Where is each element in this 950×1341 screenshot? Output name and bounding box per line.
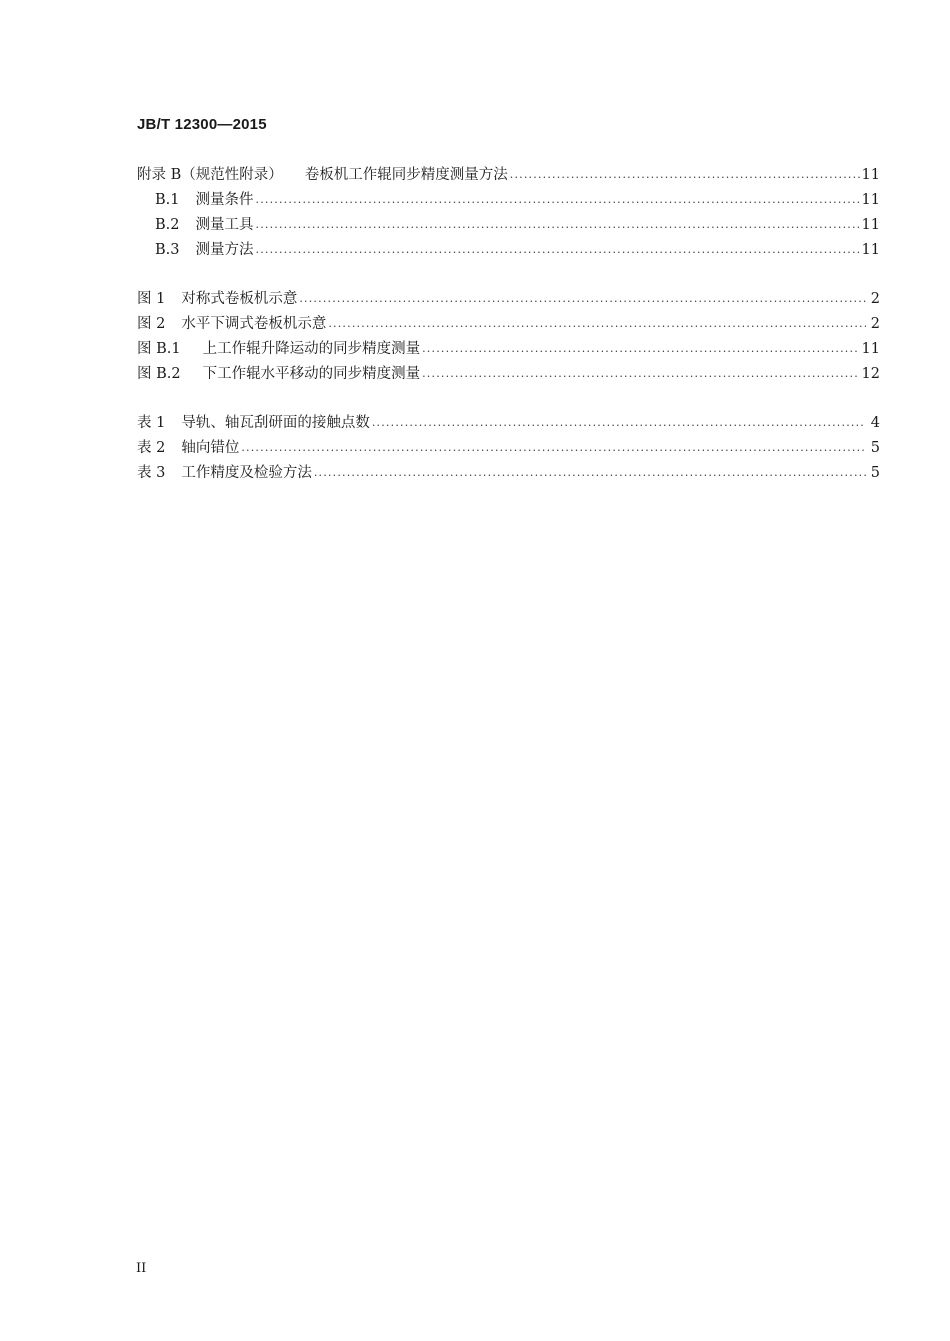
toc-entry[interactable]: [137, 238, 880, 263]
toc-entry-num: 图 B.1: [137, 341, 181, 357]
toc-table-entry[interactable]: [137, 461, 880, 486]
toc-table-entry[interactable]: [137, 436, 880, 461]
toc-entry-num: 表 1: [137, 415, 166, 431]
toc-entry-num: 图 B.2: [137, 366, 181, 382]
toc-entry-label: [137, 337, 420, 358]
page-number: II: [136, 1261, 147, 1276]
toc-entry-appendix-b[interactable]: [137, 163, 880, 188]
standard-code: JB/T 12300—2015: [137, 116, 267, 133]
toc-entry-num: 图 2: [137, 316, 166, 332]
toc-entry-label: [155, 238, 254, 259]
toc-entry-page: 2: [870, 316, 880, 332]
toc-figure-entry[interactable]: [137, 287, 880, 312]
toc-entry-label: [137, 411, 370, 432]
toc-entry-title: 测量工具: [195, 217, 254, 233]
toc-entry-page: 11: [861, 192, 880, 208]
toc-entry-num: B.1: [155, 192, 180, 208]
toc-entry-num: 图 1: [137, 291, 166, 307]
toc-entry-label: [137, 287, 297, 308]
toc-sections: [137, 163, 880, 263]
toc-figures: [137, 287, 880, 387]
toc-leader-dots: [299, 292, 866, 305]
toc-entry-page: 11: [861, 341, 880, 357]
toc-entry-num: 附录 B（规范性附录）: [137, 167, 283, 183]
toc-leader-dots: [241, 441, 866, 454]
toc-leader-dots: [422, 367, 859, 380]
toc-entry-title: 测量条件: [195, 192, 254, 208]
toc-entry-title: 导轨、轴瓦刮研面的接触点数: [181, 415, 370, 431]
toc-entry-page: 11: [861, 167, 880, 183]
toc-leader-dots: [328, 317, 866, 330]
toc-entry-label: [155, 213, 254, 234]
toc-entry-title: 轴向错位: [181, 440, 240, 456]
toc-entry-page: 4: [870, 415, 880, 431]
toc-leader-dots: [314, 466, 866, 479]
toc-entry-title: 下工作辊水平移动的同步精度测量: [202, 366, 421, 382]
toc-entry-page: 12: [861, 366, 880, 382]
toc-leader-dots: [422, 342, 859, 355]
toc-entry-title: 对称式卷板机示意: [181, 291, 298, 307]
toc-entry-num: B.3: [155, 242, 180, 258]
toc-entry-page: 11: [861, 242, 880, 258]
toc-entry-label: [155, 188, 254, 209]
toc-entry-label: [137, 362, 420, 383]
toc-leader-dots: [256, 218, 860, 231]
toc-entry-page: 5: [870, 440, 880, 456]
toc-entry[interactable]: [137, 188, 880, 213]
toc-entry-title: 测量方法: [195, 242, 254, 258]
toc-entry-label: [137, 461, 312, 482]
toc-leader-dots: [372, 416, 866, 429]
toc-table-entry[interactable]: [137, 411, 880, 436]
toc-figure-entry[interactable]: [137, 312, 880, 337]
toc-entry-label: [137, 436, 239, 457]
toc-entry-title: 工作精度及检验方法: [181, 465, 312, 481]
toc-entry-num: 表 3: [137, 465, 166, 481]
toc-entry-page: 11: [861, 217, 880, 233]
toc-entry-label: [137, 163, 508, 184]
toc-entry-page: 2: [870, 291, 880, 307]
toc-entry-label: [137, 312, 326, 333]
toc-leader-dots: [510, 168, 860, 181]
toc-entry-num: 表 2: [137, 440, 166, 456]
toc-leader-dots: [256, 193, 860, 206]
toc-entry-title: 上工作辊升降运动的同步精度测量: [202, 341, 421, 357]
toc-entry-num: B.2: [155, 217, 180, 233]
toc-entry-page: 5: [870, 465, 880, 481]
toc-entry[interactable]: [137, 213, 880, 238]
toc-figure-entry[interactable]: [137, 337, 880, 362]
toc-entry-title: 水平下调式卷板机示意: [181, 316, 327, 332]
toc-leader-dots: [256, 243, 860, 256]
toc-tables: [137, 411, 880, 486]
toc-entry-title: 卷板机工作辊同步精度测量方法: [304, 167, 508, 183]
toc-figure-entry[interactable]: [137, 362, 880, 387]
